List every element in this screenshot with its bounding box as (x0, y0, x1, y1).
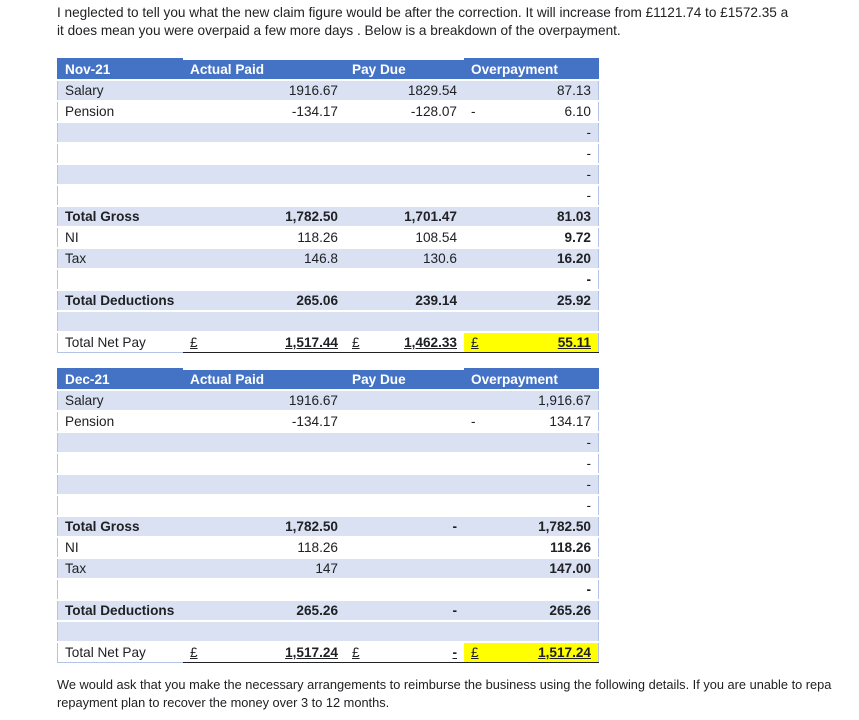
pay-due-net-cell (345, 642, 464, 663)
pay-due-header: Pay Due (345, 369, 464, 390)
pay-due-header: Pay Due (345, 59, 464, 80)
currency-symbol: £ (190, 645, 198, 660)
month-header: Dec-21 (58, 369, 184, 390)
overpayment-cell: - (464, 185, 599, 206)
table-row (58, 579, 599, 600)
nov-overpayment-table (57, 58, 599, 353)
actual-paid-cell: 147 (183, 558, 345, 579)
actual-paid-cell: 265.26 (183, 600, 345, 621)
actual-paid-header: Actual Paid (183, 369, 345, 390)
row-label: Salary (58, 80, 184, 101)
month-header: Nov-21 (58, 59, 184, 80)
table-row (58, 227, 599, 248)
row-label: Pension (58, 101, 184, 122)
row-label: Total Deductions (58, 290, 184, 311)
row-label: Tax (58, 248, 184, 269)
row-label: Total Gross (58, 516, 184, 537)
pay-due-cell (345, 537, 464, 558)
pay-due-cell: - (345, 516, 464, 537)
actual-paid-cell: 265.06 (183, 290, 345, 311)
table-row (58, 516, 599, 537)
actual-paid-cell: 1916.67 (183, 390, 345, 411)
overpayment-cell: - (464, 122, 599, 143)
overpayment-cell: 147.00 (464, 558, 599, 579)
row-label: Total Net Pay (58, 642, 184, 663)
overpayment-cell: - 6.10 (464, 101, 599, 122)
pay-due-cell (345, 411, 464, 432)
pay-due-net: - (452, 645, 457, 660)
overpayment-header: Overpayment (464, 59, 599, 80)
table-header-row (58, 59, 599, 80)
overpayment-cell: - (464, 495, 599, 516)
table-row (58, 537, 599, 558)
overpayment-cell: 1,782.50 (464, 516, 599, 537)
outro-paragraph (57, 676, 831, 712)
table-row (58, 80, 599, 101)
pay-due-cell: 239.14 (345, 290, 464, 311)
outro-line-1: We would ask that you make the necessary arrangements to reimburse the business using the following details. If you are unable to repa (57, 677, 832, 692)
table-row (58, 495, 599, 516)
outro-line-2: repayment plan to recover the money over 3 to 12 months. (57, 695, 390, 710)
overpayment-cell: 1,916.67 (464, 390, 599, 411)
table-row (58, 311, 599, 332)
row-label: Total Deductions (58, 600, 184, 621)
actual-paid-net-cell (183, 642, 345, 663)
pay-due-net-cell (345, 332, 464, 353)
table-row (58, 185, 599, 206)
overpayment-net: 55.11 (557, 335, 591, 350)
table-row (58, 206, 599, 227)
dec-overpayment-table (57, 368, 599, 663)
actual-paid-net: 1,517.44 (285, 335, 338, 350)
intro-line-1: I neglected to tell you what the new claim figure would be after the correction. It will increase from £1121.74 to £1572.35 a (57, 5, 789, 20)
overpayment-cell: - (464, 269, 599, 290)
overpayment-cell: - (464, 579, 599, 600)
overpayment-cell: 87.13 (464, 80, 599, 101)
table-row (58, 269, 599, 290)
overpayment-cell: - (464, 432, 599, 453)
table-row (58, 290, 599, 311)
actual-paid-cell: 1,782.50 (183, 516, 345, 537)
row-label: Tax (58, 558, 184, 579)
overpayment-cell: 81.03 (464, 206, 599, 227)
actual-paid-cell: 118.26 (183, 227, 345, 248)
actual-paid-cell: 1,782.50 (183, 206, 345, 227)
overpayment-net: 1,517.24 (538, 645, 591, 660)
intro-paragraph (57, 4, 788, 40)
pay-due-cell (345, 390, 464, 411)
pay-due-cell: 130.6 (345, 248, 464, 269)
table-row (58, 164, 599, 185)
currency-symbol: £ (471, 335, 479, 350)
actual-paid-net-cell (183, 332, 345, 353)
currency-symbol: £ (471, 645, 479, 660)
row-label: NI (58, 537, 184, 558)
overpayment-header: Overpayment (464, 369, 599, 390)
actual-paid-net: 1,517.24 (285, 645, 338, 660)
net-pay-row (58, 332, 599, 353)
table-row (58, 411, 599, 432)
table-row (58, 621, 599, 642)
pay-due-cell: - (345, 600, 464, 621)
overpayment-cell: 265.26 (464, 600, 599, 621)
row-label: Total Gross (58, 206, 184, 227)
pay-due-cell: 1829.54 (345, 80, 464, 101)
net-pay-row (58, 642, 599, 663)
table-row (58, 600, 599, 621)
table-row (58, 474, 599, 495)
currency-symbol: £ (352, 335, 360, 350)
actual-paid-cell: 118.26 (183, 537, 345, 558)
actual-paid-cell: -134.17 (183, 411, 345, 432)
table-row (58, 122, 599, 143)
overpayment-cell: 16.20 (464, 248, 599, 269)
actual-paid-cell: -134.17 (183, 101, 345, 122)
table-row (58, 248, 599, 269)
overpayment-cell: - (464, 453, 599, 474)
currency-symbol: £ (352, 645, 360, 660)
pay-due-cell: 108.54 (345, 227, 464, 248)
pay-due-cell: -128.07 (345, 101, 464, 122)
pay-due-cell (345, 558, 464, 579)
overpayment-net-cell (464, 332, 599, 353)
pay-due-net: 1,462.33 (404, 335, 457, 350)
overpayment-cell: - 134.17 (464, 411, 599, 432)
table-row (58, 143, 599, 164)
currency-symbol: £ (190, 335, 198, 350)
row-label: NI (58, 227, 184, 248)
table-row (58, 432, 599, 453)
row-label: Salary (58, 390, 184, 411)
overpayment-cell: - (464, 143, 599, 164)
table-row (58, 390, 599, 411)
table-row (58, 453, 599, 474)
overpayment-cell: 9.72 (464, 227, 599, 248)
intro-line-2: it does mean you were overpaid a few more days . Below is a breakdown of the overpayment. (57, 23, 621, 38)
overpayment-net-cell (464, 642, 599, 663)
overpayment-cell: - (464, 164, 599, 185)
overpayment-cell: 25.92 (464, 290, 599, 311)
actual-paid-cell: 146.8 (183, 248, 345, 269)
overpayment-cell: 118.26 (464, 537, 599, 558)
row-label: Total Net Pay (58, 332, 184, 353)
table-header-row (58, 369, 599, 390)
actual-paid-cell: 1916.67 (183, 80, 345, 101)
pay-due-cell: 1,701.47 (345, 206, 464, 227)
overpayment-cell: - (464, 474, 599, 495)
row-label: Pension (58, 411, 184, 432)
table-row (58, 558, 599, 579)
actual-paid-header: Actual Paid (183, 59, 345, 80)
table-row (58, 101, 599, 122)
